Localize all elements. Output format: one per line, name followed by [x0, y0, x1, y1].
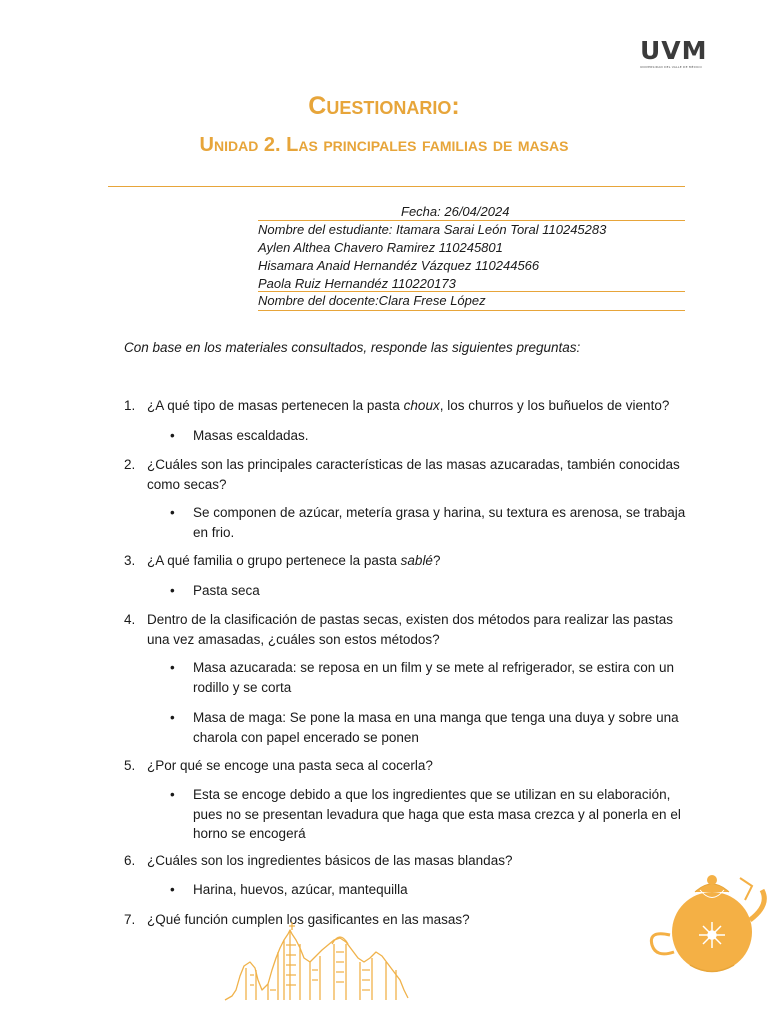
question-text: ¿Cuáles son las principales características de las masas azucaradas, también conocidas como secas?	[147, 457, 680, 492]
bullet: •	[170, 882, 175, 897]
answer-text: Masas escaldadas.	[193, 428, 309, 443]
answer-3	[170, 581, 690, 601]
student-name-1: Nombre del estudiante: Itamara Sarai León Toral 110245283	[258, 222, 607, 237]
logo-text: UVM	[640, 36, 708, 65]
question-number: 6.	[124, 853, 136, 868]
bullet: •	[170, 660, 175, 675]
info-divider	[258, 310, 685, 311]
bullet: •	[170, 787, 175, 802]
date-field: Fecha: 26/04/2024	[401, 204, 510, 219]
student-name-2: Aylen Althea Chavero Ramirez 110245801	[258, 240, 503, 255]
question-6	[124, 851, 694, 871]
answer-text: Harina, huevos, azúcar, mantequilla	[193, 882, 408, 897]
question-1	[124, 396, 694, 416]
question-5	[124, 756, 694, 776]
answer-5	[170, 785, 690, 844]
answer-text: Se componen de azúcar, metería grasa y harina, su textura es arenosa, se trabaja en frio.	[193, 505, 686, 540]
answer-text: Masa de maga: Se pone la masa en una manga que tenga una duya y sobre una charola con papel encerado se ponen	[193, 710, 679, 745]
teacher-name: Nombre del docente:Clara Frese López	[258, 293, 486, 308]
city-skyline-illustration	[225, 922, 408, 1000]
question-number: 4.	[124, 612, 136, 627]
document-subtitle: Unidad 2. Las principales familias de masas	[199, 134, 569, 156]
header-divider	[108, 186, 685, 187]
document-title: Cuestionario:	[308, 92, 460, 120]
bullet: •	[170, 583, 175, 598]
question-number: 2.	[124, 457, 136, 472]
bullet: •	[170, 710, 175, 725]
question-text: ¿A qué familia o grupo pertenece la pasta sablé?	[147, 553, 441, 568]
question-7	[124, 910, 694, 930]
answer-4b	[170, 708, 690, 747]
instructions: Con base en los materiales consultados, responde las siguientes preguntas:	[124, 340, 581, 355]
question-number: 7.	[124, 912, 136, 927]
answer-text: Esta se encoge debido a que los ingredientes que se utilizan en su elaboración, pues no se presentan levadura que haga que esta masa crezca y al ponerla en el horno se encogerá	[193, 787, 681, 841]
question-number: 5.	[124, 758, 136, 773]
question-number: 1.	[124, 398, 136, 413]
student-name-3: Hisamara Anaid Hernandéz Vázquez 110244566	[258, 258, 540, 273]
question-number: 3.	[124, 553, 136, 568]
answer-6	[170, 880, 690, 900]
question-2	[124, 455, 694, 494]
student-name-4: Paola Ruiz Hernandéz 110220173	[258, 276, 456, 291]
answer-text: Pasta seca	[193, 583, 260, 598]
question-4	[124, 610, 694, 649]
question-text: ¿Cuáles son los ingredientes básicos de las masas blandas?	[147, 853, 513, 868]
question-text: ¿A qué tipo de masas pertenecen la pasta choux, los churros y los buñuelos de viento?	[147, 398, 670, 413]
question-text: Dentro de la clasificación de pastas secas, existen dos métodos para realizar las pastas una vez amasadas, ¿cuáles son estos métodos?	[147, 612, 674, 647]
bullet: •	[170, 505, 175, 520]
question-text: ¿Qué función cumplen los gasificantes en las masas?	[147, 912, 470, 927]
answer-1	[170, 426, 690, 446]
answer-4a	[170, 658, 690, 697]
logo-subtitle: UNIVERSIDAD DEL VALLE DE MÉXICO	[640, 65, 702, 69]
question-text: ¿Por qué se encoge una pasta seca al cocerla?	[147, 758, 433, 773]
uvm-logo	[640, 38, 720, 72]
answer-2	[170, 503, 690, 542]
bullet: •	[170, 428, 175, 443]
answer-text: Masa azucarada: se reposa en un film y se mete al refrigerador, se estira con un rodillo y se corta	[193, 660, 674, 695]
question-3	[124, 551, 694, 571]
